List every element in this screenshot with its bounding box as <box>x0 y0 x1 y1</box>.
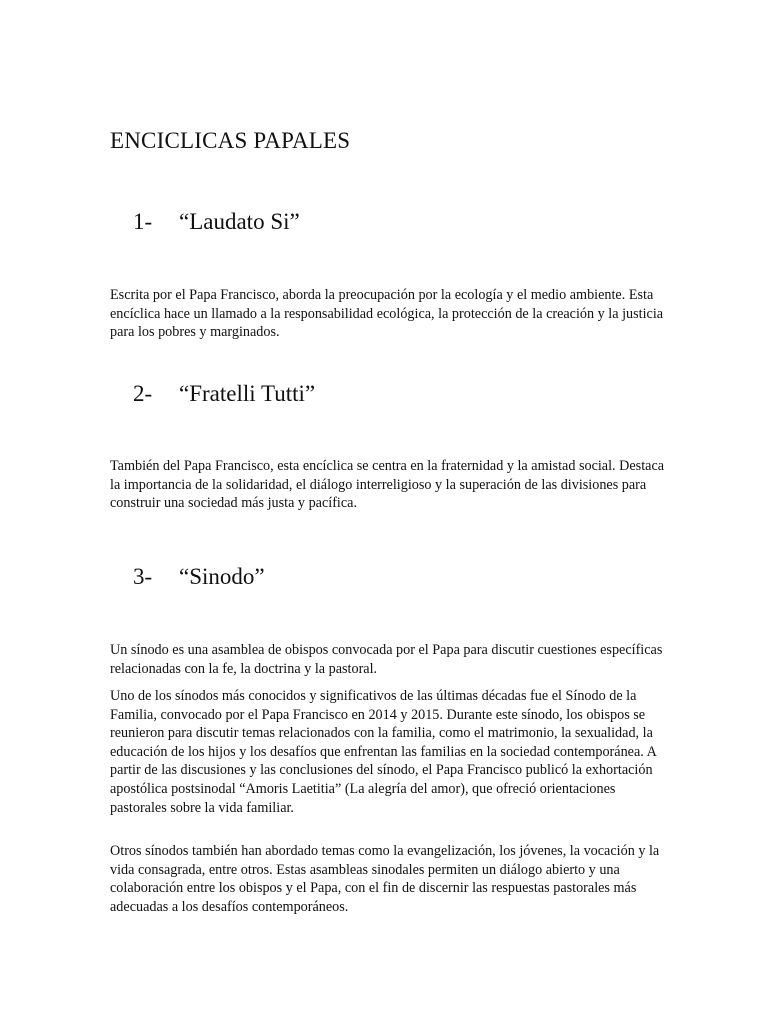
section-paragraph: Escrita por el Papa Francisco, aborda la preocupación por la ecología y el medio ambiente. Esta encíclica hace un llamado a la responsabilidad ecológica, la protección de la creación y la justicia para los pobres y marginados. <box>110 287 664 341</box>
section-number: 2- <box>133 381 153 406</box>
section-heading-laudato-si <box>133 208 300 236</box>
section-title: “Sinodo” <box>179 564 265 589</box>
section-paragraph: Otros sínodos también han abordado temas como la evangelización, los jóvenes, la vocación y la vida consagrada, entre otros. Estas asambleas sinodales permiten un diálogo abierto y una colaboración entre los obispos y el Papa, con el fin de discernir las respuestas pastorales más adecuadas a los desafíos contemporáneos. <box>110 843 660 915</box>
section-number: 1- <box>133 209 153 234</box>
section-title: “Fratelli Tutti” <box>179 381 316 406</box>
document-title: ENCICLICAS PAPALES <box>110 128 351 153</box>
section-paragraph: También del Papa Francisco, esta encíclica se centra en la fraternidad y la amistad social. Destaca la importancia de la solidaridad, el diálogo interreligioso y la superación de las divisiones para construir una sociedad más justa y pacífica. <box>110 458 665 512</box>
section-paragraph: Uno de los sínodos más conocidos y significativos de las últimas décadas fue el Sínodo de la Familia, convocado por el Papa Francisco en 2014 y 2015. Durante este sínodo, los obispos se reunieron para discutir temas relacionados con la familia, como el matrimonio, la sexualidad, la educación de los hijos y los desafíos que enfrentan las familias en la sociedad contemporánea. A partir de las discusiones y las conclusiones del sínodo, el Papa Francisco publicó la exhortación apostólica postsinodal “Amoris Laetitia” (La alegría del amor), que ofreció orientaciones pastorales sobre la vida familiar. <box>110 688 657 816</box>
section-heading-sinodo <box>133 563 265 591</box>
section-paragraph: Un sínodo es una asamblea de obispos convocada por el Papa para discutir cuestiones específicas relacionadas con la fe, la doctrina y la pastoral. <box>110 642 663 677</box>
section-title: “Laudato Si” <box>179 209 300 234</box>
section-number: 3- <box>133 564 153 589</box>
section-heading-fratelli-tutti <box>133 380 315 408</box>
